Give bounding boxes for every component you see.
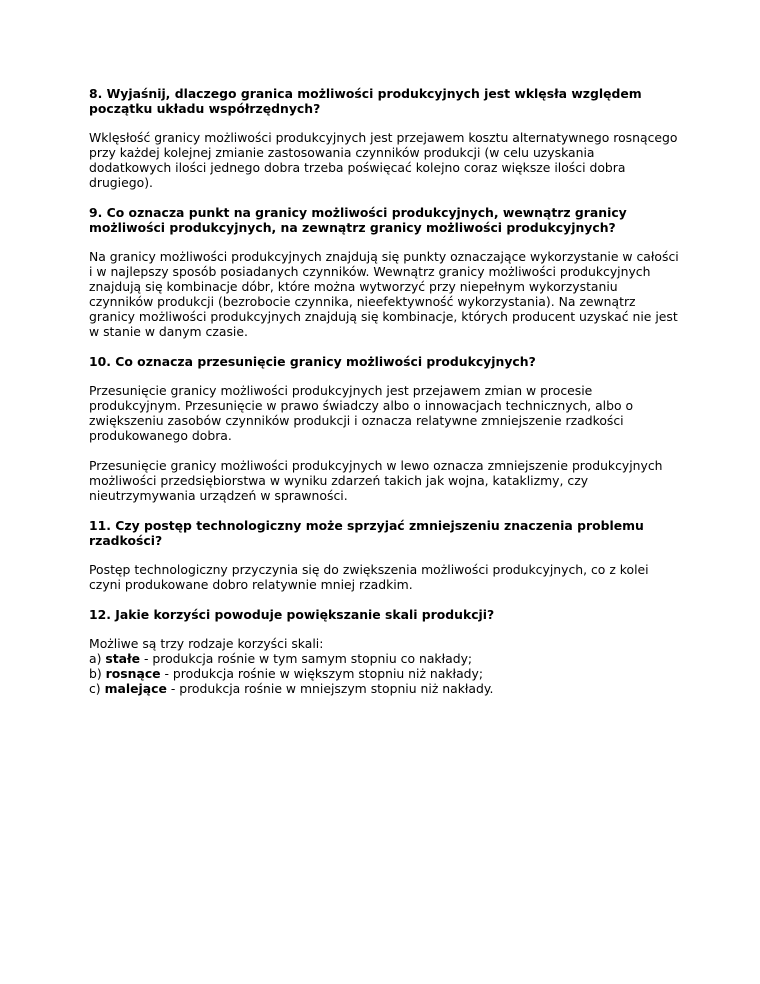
answer-paragraph: Wklęsłość granicy możliwości produkcyjnych jest przejawem kosztu alternatywnego rosnącego przy każdej kolejnej zmianie zastosowania czynników produkcji (w celu uzyskania dodatkowych ilości jednego dobra trzeba poświęcać kolejno coraz większe ilości dobra drugiego).: [89, 130, 678, 190]
answer-paragraph: Postęp technologiczny przyczynia się do zwiększenia możliwości produkcyjnych, co z kolei czyni produkowane dobro relatywnie mniej rzadkim.: [89, 562, 649, 592]
list-item: [89, 666, 679, 681]
list-item: [89, 651, 679, 666]
list-item-text: - produkcja rośnie w mniejszym stopniu niż nakłady.: [166, 681, 494, 696]
list-item-prefix: a): [89, 651, 106, 666]
section-q10: [89, 354, 679, 503]
list-intro: Możliwe są trzy rodzaje korzyści skali:: [89, 636, 324, 651]
question-heading: 9. Co oznacza punkt na granicy możliwości produkcyjnych, wewnątrz granicy możliwości produkcyjnych, na zewnątrz granicy możliwości produkcyjnych?: [89, 205, 627, 235]
list-item-text: - produkcja rośnie w większym stopniu niż nakłady;: [160, 666, 484, 681]
section-q11: [89, 518, 679, 592]
answer-paragraph: Przesunięcie granicy możliwości produkcyjnych w lewo oznacza zmniejszenie produkcyjnych możliwości przedsiębiorstwa w wyniku zdarzeń takich jak wojna, kataklizmy, czy nieutrzymywania urządzeń w sprawności.: [89, 458, 663, 503]
list-item-term: malejące: [104, 681, 167, 696]
question-heading: 12. Jakie korzyści powoduje powiększanie skali produkcji?: [89, 607, 495, 622]
section-q12: [89, 607, 679, 696]
list-item-prefix: b): [89, 666, 106, 681]
list-item-prefix: c): [89, 681, 105, 696]
question-heading: 10. Co oznacza przesunięcie granicy możliwości produkcyjnych?: [89, 354, 536, 369]
answer-list: [89, 636, 679, 696]
list-item: [89, 681, 679, 696]
section-q9: [89, 205, 679, 339]
answer-paragraph: Przesunięcie granicy możliwości produkcyjnych jest przejawem zmian w procesie produkcyjnym. Przesunięcie w prawo świadczy albo o innowacjach technicznych, albo o zwiększeniu zasobów czynników produkcji i oznacza relatywne zmniejszenie rzadkości produkowanego dobra.: [89, 383, 634, 443]
answer-paragraph: Na granicy możliwości produkcyjnych znajdują się punkty oznaczające wykorzystanie w całości i w najlepszy sposób posiadanych czynników. Wewnątrz granicy możliwości produkcyjnych znajdują się kombinacje dóbr, które można wytworzyć przy niepełnym wykorzystaniu czynników produkcji (bezrobocie czynnika, nieefektywność wykorzystania). Na zewnątrz granicy możliwości produkcyjnych znajdują się kombinacje, których producent uzyskać nie jest w stanie w danym czasie.: [89, 249, 679, 339]
question-heading: 11. Czy postęp technologiczny może sprzyjać zmniejszeniu znaczenia problemu rzadkości?: [89, 518, 644, 548]
document-page: [89, 86, 679, 711]
list-item-text: - produkcja rośnie w tym samym stopniu co nakłady;: [140, 651, 473, 666]
question-heading: 8. Wyjaśnij, dlaczego granica możliwości produkcyjnych jest wklęsła względem początku układu współrzędnych?: [89, 86, 642, 116]
list-item-term: rosnące: [105, 666, 161, 681]
list-item-term: stałe: [105, 651, 141, 666]
section-q8: [89, 86, 679, 190]
